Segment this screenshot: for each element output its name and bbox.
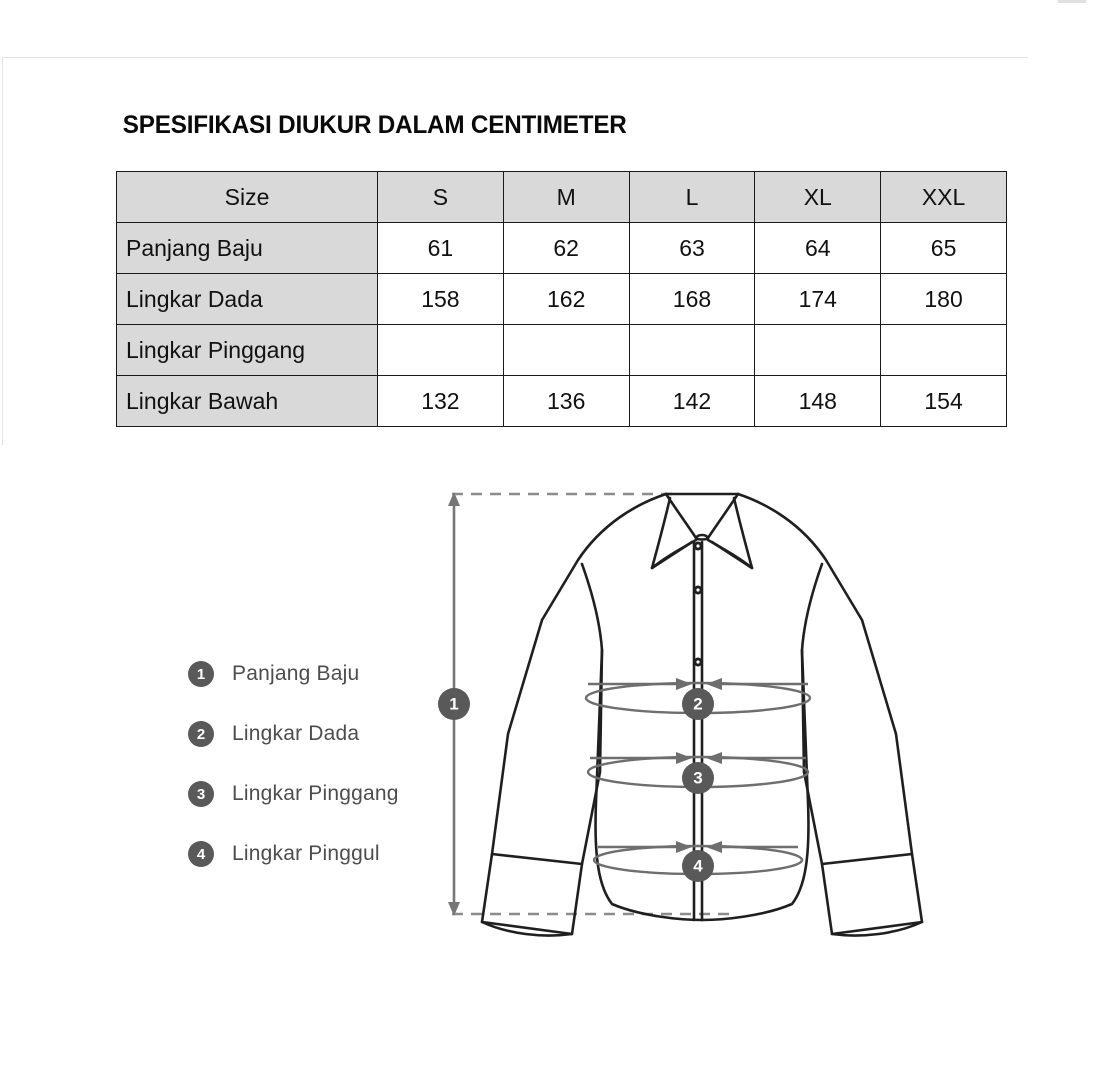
cell-panjang-baju-xl: 64 [755,223,881,274]
cell-panjang-baju-m: 62 [503,223,629,274]
number-badge-3-icon: 3 [188,781,214,807]
table-header-row [117,172,1007,223]
legend-label-lingkar-dada: Lingkar Dada [232,722,360,745]
legend-label-panjang-baju: Panjang Baju [232,662,360,685]
table-row [117,325,1007,376]
column-header-size: Size [117,172,378,223]
legend-item-lingkar-pinggang [188,764,399,824]
cell-panjang-baju-l: 63 [629,223,755,274]
diagram-marker-1 [438,688,470,720]
column-header-xxl: XXL [881,172,1007,223]
column-header-xl: XL [755,172,881,223]
diagram-marker-4-label: 4 [693,856,703,876]
table-row [117,376,1007,427]
shirt-technical-drawing [430,472,970,972]
row-label-lingkar-dada: Lingkar Dada [117,274,378,325]
legend-label-lingkar-pinggul: Lingkar Pinggul [232,842,380,865]
cell-panjang-baju-s: 61 [378,223,504,274]
specification-block [116,103,1000,427]
diagram-marker-4 [682,850,714,882]
column-header-m: M [503,172,629,223]
cell-lingkar-bawah-xxl: 154 [881,376,1007,427]
cell-lingkar-bawah-l: 142 [629,376,755,427]
table-row [117,274,1007,325]
column-header-l: L [629,172,755,223]
cell-lingkar-dada-l: 168 [629,274,755,325]
top-edge-artifact [1058,0,1086,3]
table-row [117,223,1007,274]
cell-panjang-baju-xxl: 65 [881,223,1007,274]
column-header-s: S [378,172,504,223]
cell-lingkar-pinggang-xxl [881,325,1007,376]
cell-lingkar-pinggang-l [629,325,755,376]
legend-item-lingkar-pinggul [188,824,399,884]
row-label-lingkar-pinggang: Lingkar Pinggang [117,325,378,376]
number-badge-1-icon: 1 [188,661,214,687]
cell-lingkar-dada-xxl: 180 [881,274,1007,325]
cell-lingkar-dada-m: 162 [503,274,629,325]
measurement-illustration [0,462,1118,1080]
number-badge-2-icon: 2 [188,721,214,747]
cell-lingkar-dada-xl: 174 [755,274,881,325]
legend-label-lingkar-pinggang: Lingkar Pinggang [232,782,399,805]
cell-lingkar-pinggang-xl [755,325,881,376]
cell-lingkar-dada-s: 158 [378,274,504,325]
measurement-legend [188,644,399,884]
legend-item-lingkar-dada [188,704,399,764]
page-title: SPESIFIKASI DIUKUR DALAM CENTIMETER [122,111,627,139]
row-label-panjang-baju: Panjang Baju [117,223,378,274]
diagram-marker-3-label: 3 [693,768,703,788]
diagram-marker-2 [682,688,714,720]
cell-lingkar-bawah-s: 132 [378,376,504,427]
row-label-lingkar-bawah: Lingkar Bawah [117,376,378,427]
cell-lingkar-pinggang-s [378,325,504,376]
diagram-marker-1-label: 1 [449,694,459,714]
cell-lingkar-bawah-xl: 148 [755,376,881,427]
diagram-marker-2-label: 2 [693,694,703,714]
cell-lingkar-pinggang-m [503,325,629,376]
legend-item-panjang-baju [188,644,399,704]
cell-lingkar-bawah-m: 136 [503,376,629,427]
diagram-marker-3 [682,762,714,794]
size-chart-table [116,171,1007,427]
number-badge-4-icon: 4 [188,841,214,867]
